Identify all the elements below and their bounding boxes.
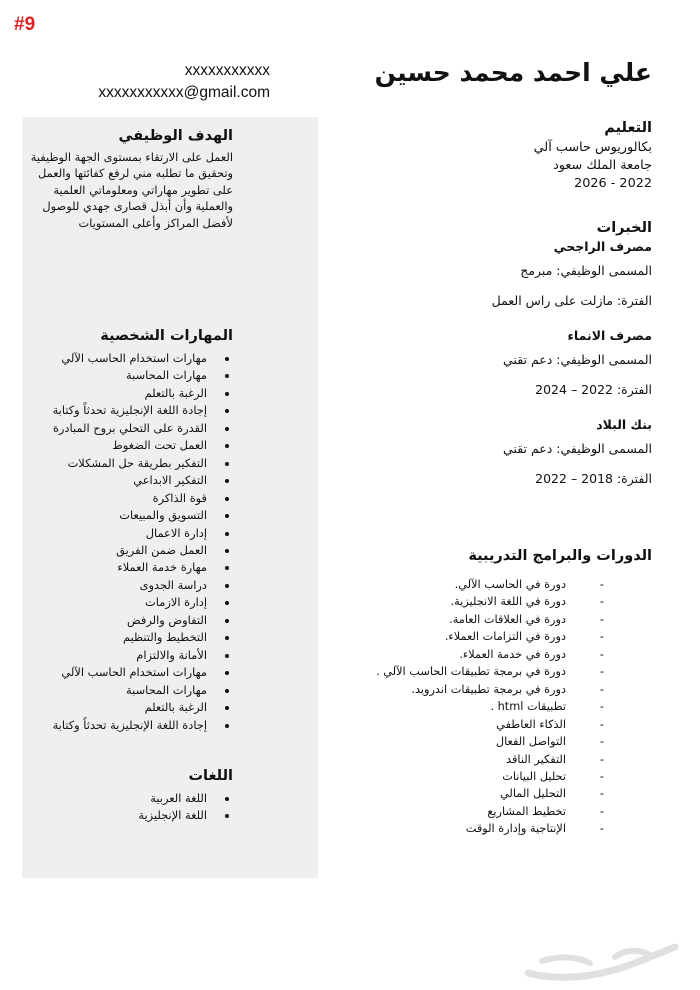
languages-title: اللغات [188,768,233,784]
job-role: المسمى الوظيفي: دعم تقني [503,352,652,367]
education-title: التعليم [604,120,652,136]
skill-item: مهارات استخدام الحاسب الآلي [30,350,233,367]
languages-section [30,768,233,825]
course-item: - دورة في اللغة الانجليزية. [322,593,652,610]
job-role: المسمى الوظيفي: مبرمج [520,263,652,278]
job-company: بنك البلاد [596,417,652,432]
course-item: - الإنتاجية وإدارة الوقت [322,820,652,837]
experience-job [322,328,652,399]
job-company: مصرف الراجحي [553,239,652,254]
skill-item: التفكير بطريقة حل المشكلات [30,455,233,472]
objective-title: الهدف الوظيفي [118,128,233,144]
email: xxxxxxxxxxx@gmail.com [98,84,270,101]
skill-item: مهارات المحاسبة [30,367,233,384]
experience-job [322,417,652,488]
objective-text: العمل على الارتقاء بمستوى الجهة الوظيفية وتحقيق ما تطلبه مني لرفع كفائتها والعمل على تطوير مهاراتي ومعلوماتي العلمية والعملية وأن أبذل قصارى جهدي للوصول لأفضل المراكز وأعلى المستويات [30,150,233,230]
job-period: الفترة: 2018 – 2022 [535,471,652,486]
skill-item: الرغبة بالتعلم [30,699,233,716]
job-company: مصرف الانماء [567,328,652,343]
course-item: - تخطيط المشاريع [322,803,652,820]
page-number-tag: #9 [14,14,36,35]
candidate-name: علي احمد محمد حسين [374,58,652,87]
course-item: - تحليل البيانات [322,768,652,785]
contact-block [86,60,270,104]
course-item: - التواصل الفعال [322,733,652,750]
skill-item: مهارات استخدام الحاسب الآلي [30,664,233,681]
course-item: - دورة في برمجة تطبيقات اندرويد. [322,681,652,698]
skill-item: إجادة اللغة الإنجليزية تحدثاً وكتابة [30,717,233,734]
languages-list [30,790,233,825]
skill-item: العمل ضمن الفريق [30,542,233,559]
skill-item: مهارة خدمة العملاء [30,559,233,576]
experience-job [322,239,652,310]
skill-item: القدرة على التحلي بروح المبادرة [30,420,233,437]
skill-item: الرغبة بالتعلم [30,385,233,402]
experience-title: الخبرات [596,220,652,236]
skill-item: دراسة الجدوى [30,577,233,594]
course-item: - دورة في الحاسب الآلي. [322,576,652,593]
skill-item: الأمانة والالتزام [30,647,233,664]
objective-section [30,128,233,231]
skill-item: التخطيط والتنظيم [30,629,233,646]
language-item: اللغة العربية [30,790,233,807]
skill-item: التفاوض والرفض [30,612,233,629]
courses-title: الدورات والبرامج التدريبية [468,548,652,564]
course-item: - دورة في التزامات العملاء. [322,628,652,645]
skill-item: إدارة الازمات [30,594,233,611]
job-period: الفترة: مازلت على راس العمل [491,293,652,308]
course-item: - الذكاء العاطفي [322,716,652,733]
skills-section [30,328,233,734]
education-university: جامعة الملك سعود [553,158,652,173]
haraj-watermark-logo [520,935,685,983]
language-item: اللغة الإنجليزية [30,807,233,824]
skill-item: مهارات المحاسبة [30,682,233,699]
education-degree: بكالوريوس حاسب آلي [533,140,652,155]
experience-jobs [322,239,652,488]
education-years: 2022 - 2026 [574,176,652,191]
course-item: - التفكير الناقد [322,751,652,768]
job-role: المسمى الوظيفي: دعم تقني [503,441,652,456]
course-item: - التحليل المالي [322,785,652,802]
course-item: - تطبيقات html . [322,698,652,715]
skill-item: قوة الذاكرة [30,490,233,507]
skill-item: التفكير الابداعي [30,472,233,489]
education-section [322,120,652,193]
skills-list [30,350,233,734]
courses-list [322,576,652,838]
courses-section [322,548,652,838]
course-item: - دورة في العلاقات العامة. [322,611,652,628]
course-item: - دورة في خدمة العملاء. [322,646,652,663]
skill-item: إدارة الاعمال [30,525,233,542]
phone: xxxxxxxxxxx [184,62,270,79]
job-period: الفترة: 2022 – 2024 [535,382,652,397]
experience-section [322,220,652,506]
course-item: - دورة في برمجة تطبيقات الحاسب الآلي . [322,663,652,680]
skill-item: إجادة اللغة الإنجليزية تحدثاً وكتابة [30,402,233,419]
skill-item: العمل تحت الضغوط [30,437,233,454]
skill-item: التسويق والمبيعات [30,507,233,524]
skills-title: المهارات الشخصية [100,328,233,344]
